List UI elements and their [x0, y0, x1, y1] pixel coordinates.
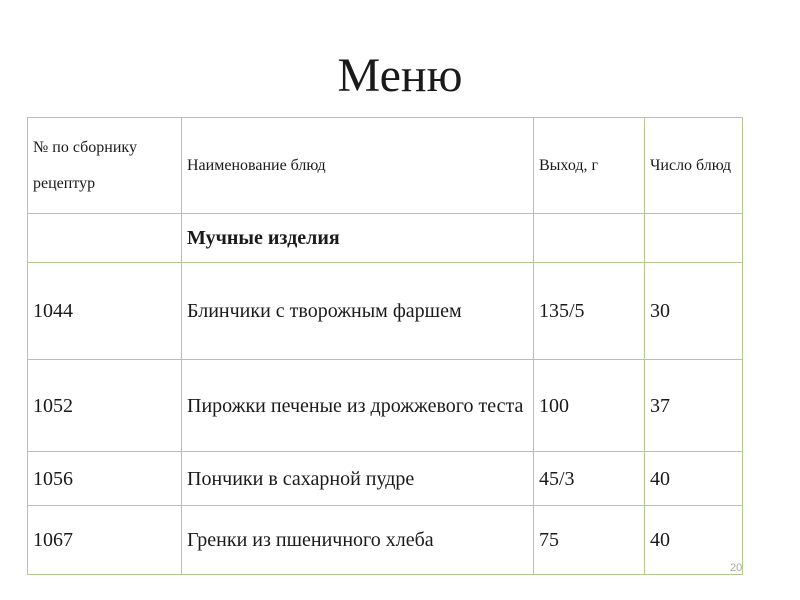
- dish-name-cell: Блинчики с творожным фаршем: [182, 263, 534, 360]
- count-cell: 40: [645, 452, 743, 506]
- recipe-no-cell: 1067: [28, 506, 182, 575]
- table-row: [28, 506, 743, 575]
- dish-name-cell: Пончики в сахарной пудре: [182, 452, 534, 506]
- count-cell: 37: [645, 360, 743, 452]
- recipe-no-cell: 1056: [28, 452, 182, 506]
- table-row: [28, 263, 743, 360]
- section-empty-cell: [645, 214, 743, 263]
- section-name: Мучные изделия: [182, 214, 534, 263]
- header-yield: Выход, г: [534, 118, 645, 214]
- dish-name-cell: Гренки из пшеничного хлеба: [182, 506, 534, 575]
- table-header-row: [28, 118, 743, 214]
- count-cell: 40: [645, 506, 743, 575]
- section-empty-cell: [534, 214, 645, 263]
- table-row: [28, 452, 743, 506]
- page-number: 20: [730, 562, 743, 574]
- menu-table: [27, 117, 743, 575]
- header-count: Число блюд: [645, 118, 743, 214]
- yield-cell: 75: [534, 506, 645, 575]
- section-empty-cell: [28, 214, 182, 263]
- section-row: [28, 214, 743, 263]
- slide-title: Меню: [337, 49, 463, 102]
- count-cell: 30: [645, 263, 743, 360]
- yield-cell: 45/3: [534, 452, 645, 506]
- header-dish-name: Наименование блюд: [182, 118, 534, 214]
- table-row: [28, 360, 743, 452]
- recipe-no-cell: 1044: [28, 263, 182, 360]
- yield-cell: 135/5: [534, 263, 645, 360]
- yield-cell: 100: [534, 360, 645, 452]
- recipe-no-cell: 1052: [28, 360, 182, 452]
- dish-name-cell: Пирожки печеные из дрожжевого теста: [182, 360, 534, 452]
- header-recipe-no: № по сборнику рецептур: [28, 118, 182, 214]
